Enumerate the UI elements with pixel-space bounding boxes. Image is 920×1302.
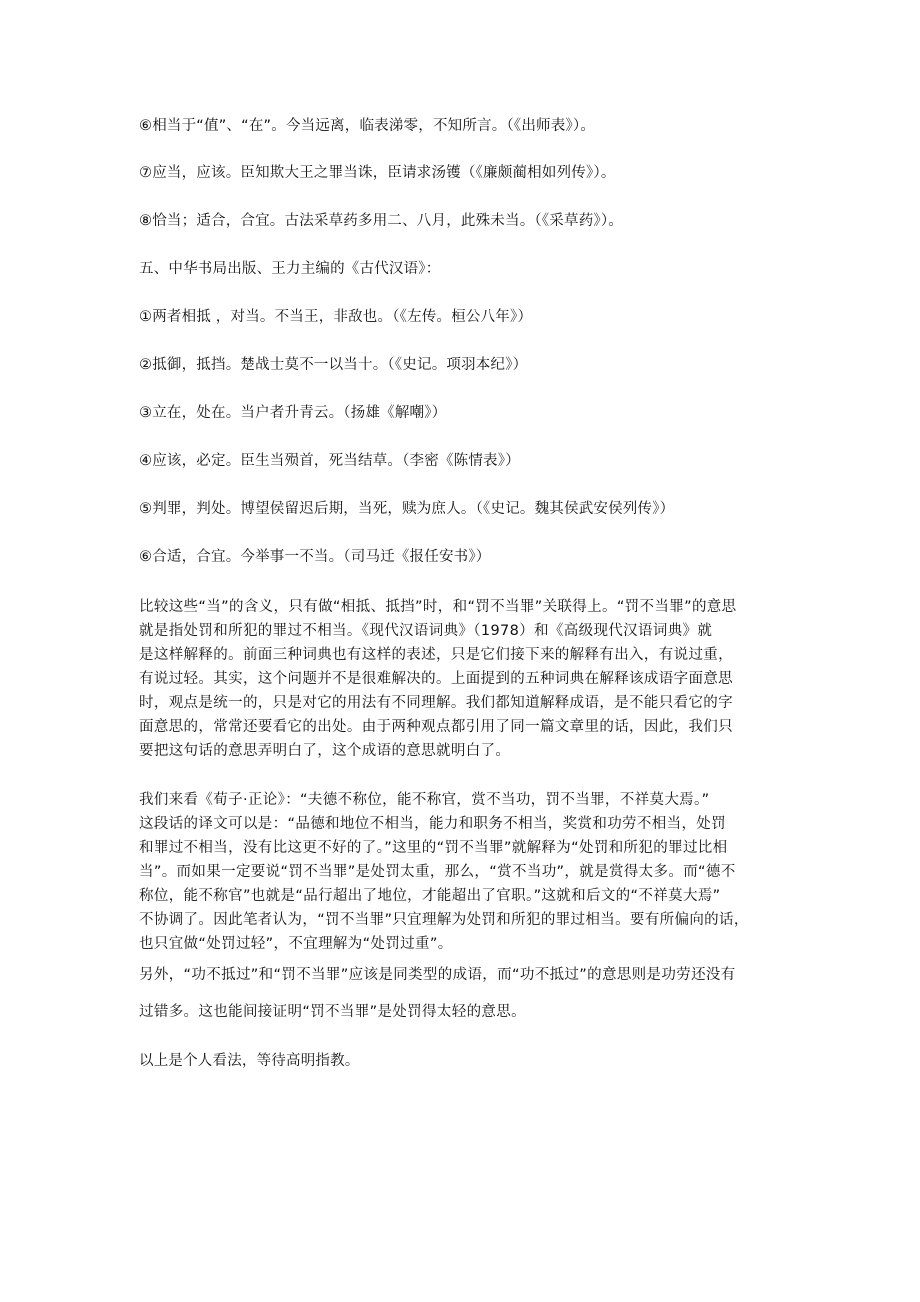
paragraph-line: 当”。而如果一定要说“罚不当罪”是处罚太重，那么，“赏不当功”，就是赏得太多。而“德不 — [139, 864, 736, 880]
definition-line-6-dang-zhi-zai: ⑥相当于“值”、“在”。今当远离，临表涕零，不知所言。（《出师表》）。 — [139, 118, 596, 134]
paragraph-line: 就是指处罚和所犯的罪过不相当。《现代汉语词典》（1978）和《高级现代汉语词典》就 — [139, 623, 713, 639]
definition-line-3-lizai: ③立在，处在。当户者升青云。（扬雄《解嘲》） — [139, 405, 447, 421]
definition-line-4-yinggai: ④应该，必定。臣生当殒首，死当结草。（李密《陈情表》） — [139, 453, 520, 469]
definition-line-5-panzui: ⑤判罪，判处。博望侯留迟后期，当死，赎为庶人。（《史记。魏其侯武安侯列传》） — [139, 501, 675, 517]
paragraph-line: 过错多。这也能间接证明“罚不当罪”是处罚得太轻的意思。 — [139, 1004, 526, 1020]
definition-line-2-diyu: ②抵御，抵挡。楚战士莫不一以当十。（《史记。项羽本纪》） — [139, 357, 528, 373]
paragraph-line: 也只宜做“处罚过轻”，不宜理解为“处罚过重”。 — [139, 936, 453, 952]
paragraph-line: 是这样解释的。前面三种词典也有这样的表述，只是它们接下来的解释有出入，有说过重， — [139, 647, 733, 663]
paragraph-comparison — [139, 595, 784, 763]
paragraph-line: 另外，“功不抵过”和“罚不当罪”应该是同类型的成语，而“功不抵过”的意思则是功劳还没有 — [139, 967, 736, 983]
paragraph-gong-bu-di-guo — [139, 963, 784, 987]
paragraph-line: 和罪过不相当，没有比这更不好的了。”这里的“罚不当罪”就解释为“处罚和所犯的罪过比相 — [139, 840, 728, 856]
paragraph-xunzi-analysis — [139, 788, 784, 956]
paragraph-gong-bu-di-guo-continued — [139, 1000, 784, 1024]
paragraph-line: 要把这句话的意思弄明白了，这个成语的意思就明白了。 — [139, 743, 511, 759]
definition-line-7-yingdang: ⑦应当，应该。臣知欺大王之罪当诛，臣请求汤镬（《廉颇蔺相如列传》）。 — [139, 165, 616, 181]
section-heading-gudai-hanyu: 五、中华书局出版、王力主编的《古代汉语》： — [139, 261, 441, 277]
paragraph-line: 面意思的，常常还要看它的出处。由于两种观点都引用了同一篇文章里的话，因此，我们只 — [139, 719, 733, 735]
paragraph-line: 这段话的译文可以是：“品德和地位不相当，能力和职务不相当，奖赏和功劳不相当，处罚 — [139, 816, 727, 832]
definition-line-6-heshi: ⑥合适，合宜。今举事一不当。（司马迁《报任安书》） — [139, 549, 491, 565]
paragraph-line: 我们来看《荀子·正论》：“夫德不称位，能不称官，赏不当功，罚不当罪，不祥莫大焉。” — [139, 792, 710, 808]
paragraph-line: 不协调了。因此笔者认为，“罚不当罪”只宜理解为处罚和所犯的罪过相当。要有所偏向的话， — [139, 912, 749, 928]
paragraph-line: 有说过轻。其实，这个问题并不是很难解决的。上面提到的五种词典在解释该成语字面意思 — [139, 671, 733, 687]
definition-line-8-qiadang: ⑧恰当；适合，合宜。古法采草药多用二、八月，此殊未当。（《采草药》）。 — [139, 213, 623, 229]
paragraph-line: 称位，能不称官”也就是“品行超出了地位，才能超出了官职。”这就和后文的“不祥莫大焉” — [139, 888, 721, 904]
paragraph-line: 时，观点是统一的，只是对它的用法有不同理解。我们都知道解释成语，是不能只看它的字 — [139, 695, 733, 711]
paragraph-line: 比较这些“当”的含义，只有做“相抵、抵挡”时，和“罚不当罪”关联得上。“罚不当罪”的意思 — [139, 599, 737, 615]
closing-remark: 以上是个人看法，等待高明指教。 — [139, 1053, 360, 1069]
definition-line-1-xiangdi: ①两者相抵 ，对当。不当王，非敌也。（《左传。桓公八年》） — [139, 309, 533, 325]
